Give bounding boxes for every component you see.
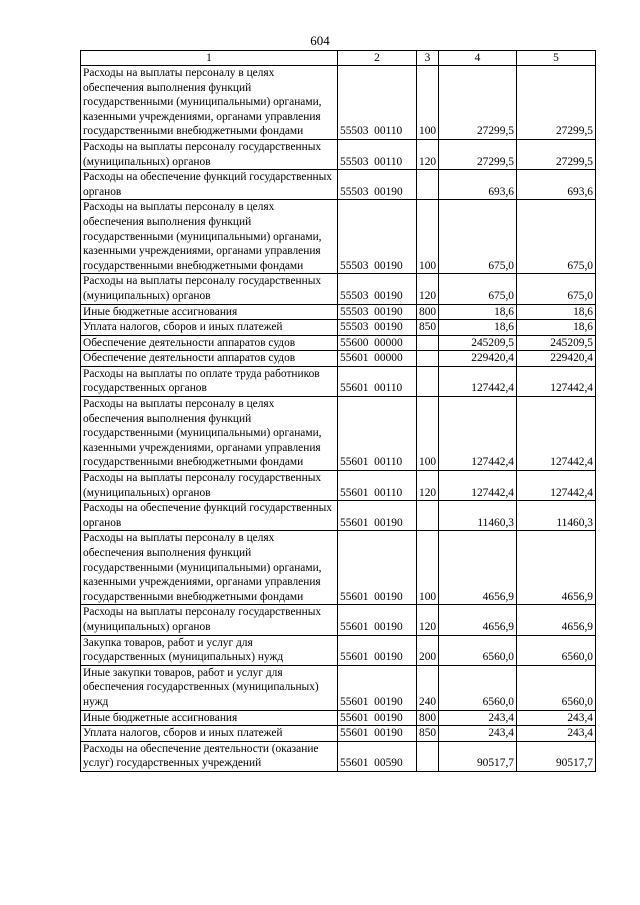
row-value-col4-cell: 127442,4 bbox=[439, 471, 517, 501]
page-number: 604 bbox=[310, 33, 330, 48]
row-value-col5-cell: 4656,9 bbox=[517, 605, 596, 635]
row-code-cell: 55600 00000 bbox=[338, 335, 417, 351]
row-code-cell: 55503 00190 bbox=[338, 304, 417, 320]
table-row bbox=[81, 531, 596, 605]
row-value-col4-cell: 18,6 bbox=[439, 304, 517, 320]
table-row bbox=[81, 397, 596, 471]
row-name-cell: Расходы на обеспечение функций государственных органов bbox=[81, 501, 338, 531]
table-row bbox=[81, 635, 596, 665]
column-header: 2 bbox=[338, 51, 417, 66]
table-row bbox=[81, 139, 596, 169]
column-header: 5 bbox=[517, 51, 596, 66]
row-value-col5-cell: 90517,7 bbox=[517, 741, 596, 771]
table-row bbox=[81, 320, 596, 336]
row-expense-type-cell bbox=[417, 170, 439, 200]
row-value-col5-cell: 127442,4 bbox=[517, 366, 596, 396]
table-row bbox=[81, 471, 596, 501]
row-name-cell: Расходы на выплаты персоналу государственных (муниципальных) органов bbox=[81, 139, 338, 169]
row-expense-type-cell: 120 bbox=[417, 605, 439, 635]
row-code-cell: 55503 00190 bbox=[338, 200, 417, 274]
row-value-col5-cell: 245209,5 bbox=[517, 335, 596, 351]
row-name-cell: Расходы на выплаты персоналу государственных (муниципальных) органов bbox=[81, 605, 338, 635]
row-value-col4-cell: 127442,4 bbox=[439, 397, 517, 471]
row-expense-type-cell: 100 bbox=[417, 200, 439, 274]
row-name-cell: Расходы на выплаты персоналу в целях обеспечения выполнения функций государственными (муниципальными) органами, казенными учреждениями, органами управления государственными внебюджетными фондами bbox=[81, 531, 338, 605]
row-name-cell: Расходы на обеспечение функций государственных органов bbox=[81, 170, 338, 200]
row-name-cell: Обеспечение деятельности аппаратов судов bbox=[81, 351, 338, 367]
row-value-col5-cell: 6560,0 bbox=[517, 635, 596, 665]
row-code-cell: 55601 00190 bbox=[338, 665, 417, 710]
row-value-col4-cell: 229420,4 bbox=[439, 351, 517, 367]
row-expense-type-cell: 120 bbox=[417, 274, 439, 304]
row-name-cell: Расходы на выплаты персоналу в целях обеспечения выполнения функций государственными (муниципальными) органами, казенными учреждениями, органами управления государственными внебюджетными фондами bbox=[81, 66, 338, 140]
row-name-cell: Иные закупки товаров, работ и услуг для обеспечения государственных (муниципальных) нужд bbox=[81, 665, 338, 710]
table-row bbox=[81, 200, 596, 274]
row-value-col4-cell: 11460,3 bbox=[439, 501, 517, 531]
row-value-col4-cell: 4656,9 bbox=[439, 605, 517, 635]
table-row bbox=[81, 710, 596, 726]
row-code-cell: 55601 00190 bbox=[338, 501, 417, 531]
row-code-cell: 55503 00190 bbox=[338, 320, 417, 336]
row-value-col5-cell: 229420,4 bbox=[517, 351, 596, 367]
row-expense-type-cell: 800 bbox=[417, 710, 439, 726]
row-value-col5-cell: 27299,5 bbox=[517, 66, 596, 140]
row-value-col4-cell: 6560,0 bbox=[439, 635, 517, 665]
row-value-col4-cell: 675,0 bbox=[439, 200, 517, 274]
row-name-cell: Расходы на выплаты персоналу государственных (муниципальных) органов bbox=[81, 471, 338, 501]
table-row bbox=[81, 304, 596, 320]
row-name-cell: Закупка товаров, работ и услуг для государственных (муниципальных) нужд bbox=[81, 635, 338, 665]
row-value-col5-cell: 6560,0 bbox=[517, 665, 596, 710]
column-header: 3 bbox=[417, 51, 439, 66]
row-code-cell: 55503 00110 bbox=[338, 139, 417, 169]
row-expense-type-cell: 850 bbox=[417, 726, 439, 742]
row-value-col4-cell: 90517,7 bbox=[439, 741, 517, 771]
table-row bbox=[81, 726, 596, 742]
row-value-col5-cell: 11460,3 bbox=[517, 501, 596, 531]
row-name-cell: Расходы на выплаты персоналу государственных (муниципальных) органов bbox=[81, 274, 338, 304]
row-value-col5-cell: 675,0 bbox=[517, 274, 596, 304]
table-row bbox=[81, 605, 596, 635]
row-expense-type-cell bbox=[417, 741, 439, 771]
table-row bbox=[81, 741, 596, 771]
row-value-col4-cell: 245209,5 bbox=[439, 335, 517, 351]
row-expense-type-cell bbox=[417, 366, 439, 396]
table-row bbox=[81, 366, 596, 396]
row-expense-type-cell: 200 bbox=[417, 635, 439, 665]
row-expense-type-cell: 100 bbox=[417, 531, 439, 605]
row-code-cell: 55601 00190 bbox=[338, 605, 417, 635]
row-expense-type-cell: 120 bbox=[417, 471, 439, 501]
row-expense-type-cell bbox=[417, 351, 439, 367]
row-value-col5-cell: 675,0 bbox=[517, 200, 596, 274]
budget-table bbox=[80, 50, 596, 772]
row-code-cell: 55601 00190 bbox=[338, 726, 417, 742]
row-value-col5-cell: 4656,9 bbox=[517, 531, 596, 605]
row-name-cell: Иные бюджетные ассигнования bbox=[81, 710, 338, 726]
row-name-cell: Расходы на выплаты персоналу в целях обеспечения выполнения функций государственными (муниципальными) органами, казенными учреждениями, органами управления государственными внебюджетными фондами bbox=[81, 200, 338, 274]
column-header: 4 bbox=[439, 51, 517, 66]
row-value-col4-cell: 243,4 bbox=[439, 726, 517, 742]
row-name-cell: Обеспечение деятельности аппаратов судов bbox=[81, 335, 338, 351]
row-value-col5-cell: 693,6 bbox=[517, 170, 596, 200]
row-code-cell: 55601 00110 bbox=[338, 471, 417, 501]
row-value-col5-cell: 243,4 bbox=[517, 726, 596, 742]
table-row bbox=[81, 66, 596, 140]
table-row bbox=[81, 274, 596, 304]
row-value-col4-cell: 6560,0 bbox=[439, 665, 517, 710]
row-code-cell: 55601 00590 bbox=[338, 741, 417, 771]
row-value-col5-cell: 18,6 bbox=[517, 304, 596, 320]
row-value-col5-cell: 243,4 bbox=[517, 710, 596, 726]
column-header: 1 bbox=[81, 51, 338, 66]
row-code-cell: 55601 00110 bbox=[338, 397, 417, 471]
row-value-col5-cell: 27299,5 bbox=[517, 139, 596, 169]
row-code-cell: 55601 00000 bbox=[338, 351, 417, 367]
row-code-cell: 55601 00190 bbox=[338, 531, 417, 605]
row-value-col4-cell: 693,6 bbox=[439, 170, 517, 200]
row-value-col5-cell: 18,6 bbox=[517, 320, 596, 336]
row-expense-type-cell: 240 bbox=[417, 665, 439, 710]
row-value-col4-cell: 18,6 bbox=[439, 320, 517, 336]
row-expense-type-cell: 850 bbox=[417, 320, 439, 336]
row-name-cell: Расходы на выплаты персоналу в целях обеспечения выполнения функций государственными (муниципальными) органами, казенными учреждениями, органами управления государственными внебюджетными фондами bbox=[81, 397, 338, 471]
row-expense-type-cell: 120 bbox=[417, 139, 439, 169]
row-code-cell: 55601 00190 bbox=[338, 635, 417, 665]
row-name-cell: Уплата налогов, сборов и иных платежей bbox=[81, 726, 338, 742]
row-value-col4-cell: 127442,4 bbox=[439, 366, 517, 396]
row-code-cell: 55503 00190 bbox=[338, 274, 417, 304]
row-value-col4-cell: 27299,5 bbox=[439, 66, 517, 140]
row-value-col5-cell: 127442,4 bbox=[517, 471, 596, 501]
table-row bbox=[81, 665, 596, 710]
row-value-col5-cell: 127442,4 bbox=[517, 397, 596, 471]
row-name-cell: Расходы на выплаты по оплате труда работников государственных органов bbox=[81, 366, 338, 396]
row-expense-type-cell: 800 bbox=[417, 304, 439, 320]
table-header-row bbox=[81, 51, 596, 66]
table-row bbox=[81, 501, 596, 531]
row-expense-type-cell: 100 bbox=[417, 397, 439, 471]
row-expense-type-cell: 100 bbox=[417, 66, 439, 140]
row-value-col4-cell: 675,0 bbox=[439, 274, 517, 304]
row-value-col4-cell: 27299,5 bbox=[439, 139, 517, 169]
row-code-cell: 55503 00190 bbox=[338, 170, 417, 200]
row-name-cell: Расходы на обеспечение деятельности (оказание услуг) государственных учреждений bbox=[81, 741, 338, 771]
table-row bbox=[81, 351, 596, 367]
row-code-cell: 55601 00110 bbox=[338, 366, 417, 396]
row-name-cell: Иные бюджетные ассигнования bbox=[81, 304, 338, 320]
row-code-cell: 55601 00190 bbox=[338, 710, 417, 726]
table-row bbox=[81, 170, 596, 200]
row-value-col4-cell: 4656,9 bbox=[439, 531, 517, 605]
table-row bbox=[81, 335, 596, 351]
row-expense-type-cell bbox=[417, 501, 439, 531]
row-value-col4-cell: 243,4 bbox=[439, 710, 517, 726]
row-code-cell: 55503 00110 bbox=[338, 66, 417, 140]
row-expense-type-cell bbox=[417, 335, 439, 351]
row-name-cell: Уплата налогов, сборов и иных платежей bbox=[81, 320, 338, 336]
